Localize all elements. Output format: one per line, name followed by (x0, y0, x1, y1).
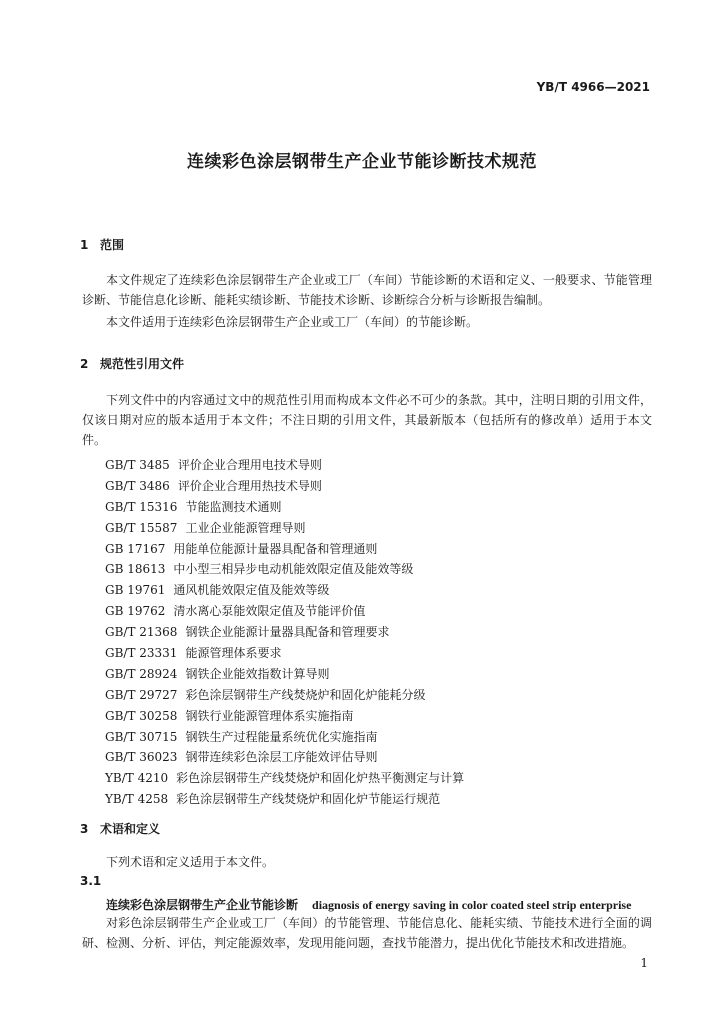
reference-item (105, 685, 464, 706)
page-number: 1 (640, 956, 648, 970)
reference-title: 清水离心泵能效限定值及节能评价值 (173, 604, 366, 619)
reference-title: 中小型三相异步电动机能效限定值及能效等级 (173, 562, 414, 577)
reference-item (105, 706, 464, 727)
section-number: 1 (80, 238, 89, 252)
term-entry (106, 896, 652, 913)
reference-code: GB/T 36023 (105, 750, 178, 765)
reference-title: 节能监测技术通则 (185, 499, 282, 514)
reference-title: 能源管理体系要求 (185, 646, 282, 661)
section-title: 范围 (100, 238, 125, 252)
reference-title: 钢铁企业能效指数计算导则 (185, 666, 330, 681)
term-english: diagnosis of energy saving in color coated steel strip enterprise (312, 898, 632, 912)
reference-code: GB/T 15587 (105, 520, 178, 535)
reference-title: 彩色涂层钢带生产线焚烧炉和固化炉能耗分级 (185, 687, 426, 702)
reference-item (105, 768, 464, 789)
reference-title: 钢铁行业能源管理体系实施指南 (185, 708, 354, 723)
reference-list (105, 455, 464, 810)
reference-item (105, 664, 464, 685)
section-number: 2 (80, 357, 89, 371)
reference-item (105, 789, 464, 810)
reference-item (105, 622, 464, 643)
reference-item (105, 455, 464, 476)
document-title: 连续彩色涂层钢带生产企业节能诊断技术规范 (187, 152, 537, 172)
term-chinese: 连续彩色涂层钢带生产企业节能诊断 (106, 898, 299, 912)
reference-title: 彩色涂层钢带生产线焚烧炉和固化炉节能运行规范 (176, 792, 441, 807)
terms-intro: 下列术语和定义适用于本文件。 (106, 855, 275, 869)
scope-paragraph: 本文件规定了连续彩色涂层钢带生产企业或工厂（车间）节能诊断的术语和定义、一般要求、节能管理诊断、节能信息化诊断、能耗实绩诊断、节能技术诊断、诊断综合分析与诊断报告编制。 (82, 273, 652, 307)
normative-refs-intro: 下列文件中的内容通过文中的规范性引用而构成本文件必不可少的条款。其中，注明日期的引用文件，仅该日期对应的版本适用于本文件；不注日期的引用文件，其最新版本（包括所有的修改单）适用于本文件。 (82, 393, 652, 447)
section-title: 术语和定义 (100, 822, 161, 836)
reference-item (105, 601, 464, 622)
reference-code: GB 17167 (105, 541, 166, 556)
reference-title: 评价企业合理用电技术导则 (177, 458, 322, 472)
reference-title: 钢带连续彩色涂层工序能效评估导则 (185, 750, 378, 765)
reference-code: GB/T 15316 (105, 499, 178, 514)
section-number: 3 (80, 822, 89, 836)
reference-item (105, 747, 464, 768)
reference-code: GB/T 29727 (105, 687, 178, 702)
reference-code: GB/T 21368 (105, 625, 178, 640)
reference-code: GB 18613 (105, 562, 166, 577)
reference-code: GB 19761 (105, 583, 166, 598)
reference-item (105, 497, 464, 518)
reference-item (105, 518, 464, 539)
reference-code: GB/T 30258 (105, 708, 178, 723)
reference-code: GB/T 30715 (105, 729, 178, 744)
reference-item (105, 580, 464, 601)
reference-code: GB 19762 (105, 604, 166, 619)
standard-code: YB/T 4966—2021 (536, 80, 650, 94)
reference-code: GB/T 23331 (105, 646, 178, 661)
section-heading-normative-refs (80, 355, 184, 372)
reference-title: 钢铁生产过程能量系统优化实施指南 (185, 729, 378, 744)
reference-item (105, 539, 464, 560)
reference-item (105, 643, 464, 664)
reference-title: 评价企业合理用热技术导则 (177, 478, 322, 493)
reference-title: 彩色涂层钢带生产线焚烧炉和固化炉热平衡测定与计算 (176, 771, 465, 786)
reference-title: 钢铁企业能源计量器具配备和管理要求 (185, 625, 390, 640)
scope-paragraph: 本文件适用于连续彩色涂层钢带生产企业或工厂（车间）的节能诊断。 (106, 315, 479, 329)
reference-code: YB/T 4210 (105, 771, 169, 786)
reference-item (105, 476, 464, 497)
reference-title: 通风机能效限定值及能效等级 (173, 583, 330, 598)
term-definition: 对彩色涂层钢带生产企业或工厂（车间）的节能管理、节能信息化、能耗实绩、节能技术进行全面的调研、检测、分析、评估，判定能源效率，发现用能问题，查找节能潜力，提出优化节能技术和改进措施。 (82, 916, 652, 950)
reference-title: 用能单位能源计量器具配备和管理通则 (173, 541, 378, 556)
reference-code: YB/T 4258 (105, 792, 169, 807)
reference-title: 工业企业能源管理导则 (185, 520, 306, 535)
section-heading-scope (80, 236, 124, 253)
reference-item (105, 727, 464, 748)
reference-code: GB/T 3485 (105, 458, 170, 472)
reference-item (105, 559, 464, 580)
reference-code: GB/T 28924 (105, 666, 178, 681)
section-title: 规范性引用文件 (100, 357, 185, 371)
term-number: 3.1 (80, 874, 102, 888)
section-heading-terms (80, 820, 160, 837)
reference-code: GB/T 3486 (105, 478, 170, 493)
